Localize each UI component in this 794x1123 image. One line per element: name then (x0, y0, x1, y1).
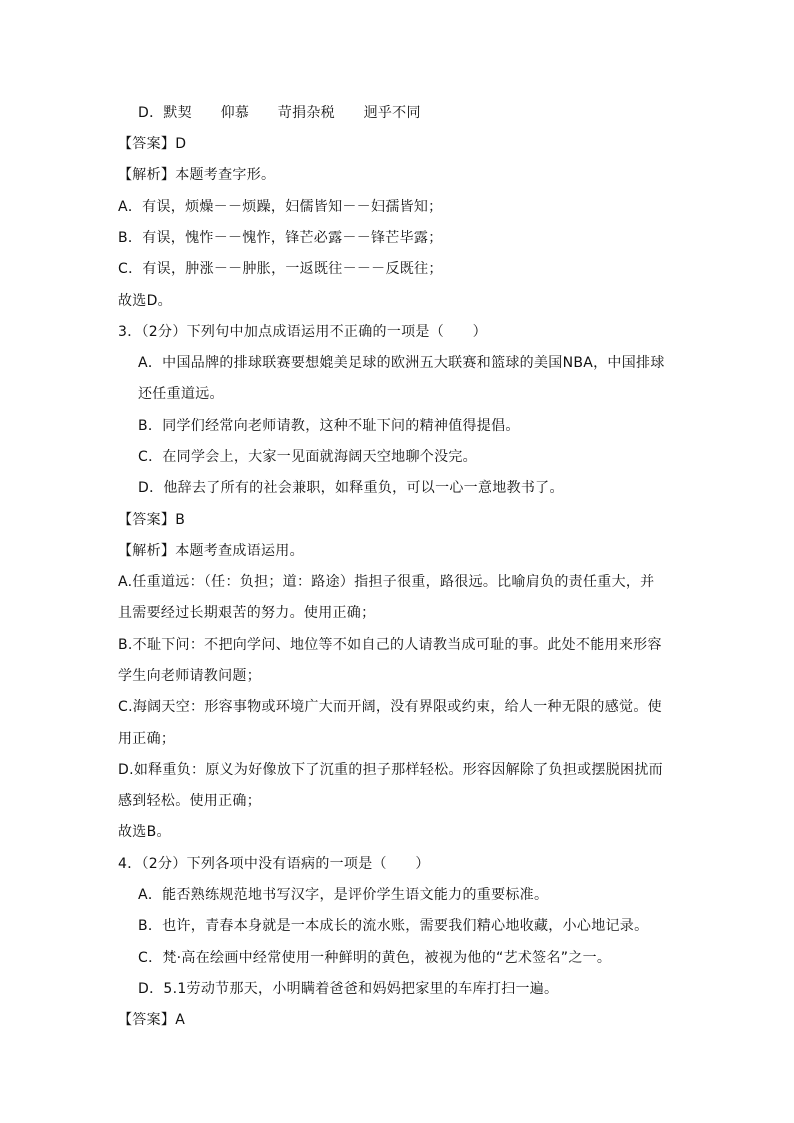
analysis-q2-title: 【解析】本题考查字形。 (118, 167, 276, 183)
analysis-q3-a-cont: 且需要经过长期艰苦的努力。使用正确； (118, 605, 376, 621)
analysis-q3-c: C.海阔天空：形容事物或环境广大而开阔，没有界限或约束，给人一种无限的感觉。使 (118, 699, 662, 715)
option-d-q4: D．5.1劳动节那天，小明瞒着爸爸和妈妈把家里的车库打扫一遍。 (138, 981, 559, 997)
answer-q3: 【答案】B (118, 512, 186, 528)
question-3: 3．（2分）下列句中加点成语运用不正确的一项是（ ） (118, 324, 487, 340)
conclusion-q2: 故选D。 (118, 293, 172, 309)
answer-q2: 【答案】D (118, 136, 187, 152)
analysis-q3-title: 【解析】本题考查成语运用。 (118, 543, 304, 559)
option-b-q4: B．也许，青春本身就是一本成长的流水账，需要我们精心地收藏，小心地记录。 (138, 918, 649, 934)
option-c-q3: C．在同学会上，大家一见面就海阔天空地聊个没完。 (138, 449, 477, 465)
answer-q4: 【答案】A (118, 1012, 186, 1028)
analysis-q2-b: B．有误，愧怍－－愧怍，锋芒必露－－锋芒毕露； (118, 230, 443, 246)
option-d-q3: D．他辞去了所有的社会兼职，如释重负，可以一心一意地教书了。 (138, 480, 564, 496)
option-a-q4: A．能否熟练规范地书写汉字，是评价学生语文能力的重要标准。 (138, 887, 549, 903)
analysis-q3-d: D.如释重负：原义为好像放下了沉重的担子那样轻松。形容因解除了负担或摆脱困扰而 (118, 762, 663, 778)
analysis-q3-a: A.任重道远：（任：负担；道：路途）指担子很重，路很远。比喻肩负的责任重大，并 (118, 574, 655, 590)
analysis-q3-c-cont: 用正确； (118, 731, 176, 747)
option-a-q3: A．中国品牌的排球联赛要想媲美足球的欧洲五大联赛和篮球的美国NBA，中国排球 (138, 355, 665, 371)
question-4: 4．（2分）下列各项中没有语病的一项是（ ） (118, 856, 430, 872)
option-d-q2: D．默契 仰慕 苛捐杂税 迥乎不同 (138, 105, 421, 121)
analysis-q3-b: B.不耻下问：不把向学问、地位等不如自己的人请教当成可耻的事。此处不能用来形容 (118, 637, 662, 653)
option-c-q4: C．梵·高在绘画中经常使用一种鲜明的黄色，被视为他的“艺术签名”之一。 (138, 950, 612, 966)
analysis-q2-a: A．有误，烦燥－－烦躁，妇儒皆知－－妇孺皆知； (118, 199, 443, 215)
option-b-q3: B．同学们经常向老师请教，这种不耻下问的精神值得提倡。 (138, 418, 520, 434)
analysis-q3-b-cont: 学生向老师请教问题； (118, 668, 261, 684)
option-a-q3-cont: 还任重道远。 (138, 386, 224, 402)
analysis-q3-d-cont: 感到轻松。使用正确； (118, 793, 261, 809)
analysis-q2-c: C．有误，肿涨－－肿胀，一返既往－－－反既往； (118, 261, 443, 277)
conclusion-q3: 故选B。 (118, 824, 171, 840)
